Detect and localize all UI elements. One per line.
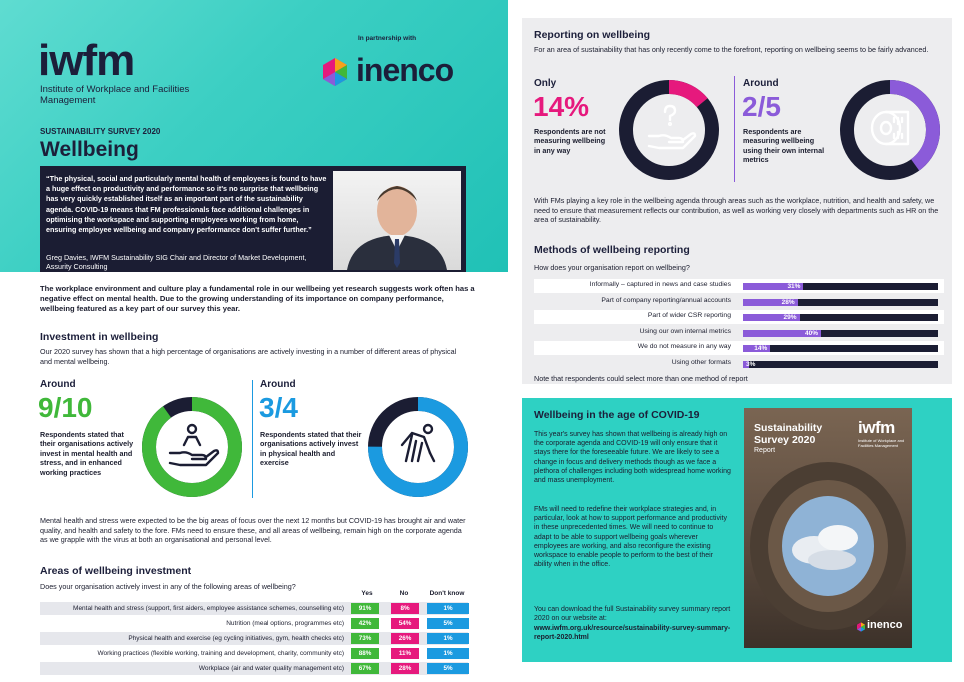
- row-label: Workplace (air and water quality management etc): [198, 665, 344, 672]
- investment-text: Our 2020 survey has shown that a high percentage of organisations are actively investing in a number of different areas of physical and mental wellbeing.: [40, 347, 457, 366]
- row-label: Nutrition (meal options, programmes etc): [226, 620, 344, 627]
- areas-heading: Areas of wellbeing investment: [40, 565, 192, 577]
- rstat2-prefix: Around: [743, 78, 779, 89]
- investment-text2: Mental health and stress were expected to be the big areas of focus over the next 12 months but COVID-19 has brought air and water quality, and health and safety to the fore. FMs need to ensure these, and all areas of wellbeing, remain high on the corporate agenda as we grapple with the virus at both an organisational and personal level.: [40, 516, 466, 545]
- exercise-person-icon: [402, 425, 434, 461]
- row-label: Mental health and stress (support, first aiders, employee assistance schemes, counselling etc): [73, 605, 344, 612]
- bar-value-label: 3%: [746, 360, 756, 368]
- portrait-photo: [333, 171, 461, 270]
- cell-dk: 1%: [427, 603, 469, 614]
- table-row: [40, 662, 468, 675]
- hand-question-icon: [649, 106, 695, 148]
- table-row: [40, 632, 468, 645]
- rstat2-value: 2/5: [742, 91, 781, 122]
- areas-question: Does your organisation actively invest in any of the following areas of wellbeing?: [40, 582, 296, 591]
- report-cover: [744, 408, 912, 648]
- stat2-value: 3/4: [259, 392, 298, 423]
- bar-track: [743, 361, 938, 368]
- rstat2-donut: [838, 78, 942, 182]
- cell-dk: 1%: [427, 633, 469, 644]
- cell-no: 8%: [391, 603, 419, 614]
- methods-question: How does your organisation report on wellbeing?: [534, 263, 690, 272]
- cell-no: 28%: [391, 663, 419, 674]
- covid-p2: FMs will need to redefine their workplace strategies and, in particular, look at how to support performance and productivity in these unprecedented times. We will need to continue to adapt to be able to support wellbeing goals wherever employees are working, and also reconfigure the existing workspace to enable people to perform to the best of their ability when in the office.: [534, 506, 727, 569]
- bar-value-label: 14%: [754, 345, 768, 352]
- bar-value-label: 29%: [783, 314, 797, 321]
- partner-label: In partnership with: [358, 35, 417, 42]
- bar-label: Part of wider CSR reporting: [647, 312, 731, 319]
- cell-dk: 5%: [427, 663, 469, 674]
- stat1-desc: Respondents stated that their organisations actively invest in mental health and stress, and in enhanced working practices: [40, 430, 134, 477]
- bar-label: We do not measure in any way: [637, 343, 731, 350]
- methods-heading: Methods of wellbeing reporting: [534, 244, 690, 256]
- col-yes: Yes: [361, 590, 373, 597]
- cell-yes: 67%: [351, 663, 379, 674]
- bar-value-label: 28%: [781, 298, 795, 306]
- table-row: [40, 647, 468, 660]
- row-label: Physical health and exercise (eg cycling initiatives, gym, health checks etc): [128, 635, 344, 642]
- inenco-logo: inenco: [356, 52, 454, 88]
- col-dont-know: Don't know: [429, 590, 465, 597]
- bar-label: Using other formats: [671, 358, 731, 366]
- reporting-heading: Reporting on wellbeing: [534, 29, 651, 41]
- report-link[interactable]: www.iwfm.org.uk/resource/sustainability-survey-summary-report-2020.html: [534, 625, 731, 642]
- cover-inenco-logo: inenco: [867, 619, 903, 631]
- table-row: [40, 617, 468, 630]
- cell-yes: 42%: [351, 618, 379, 629]
- quote-text: “The physical, social and particularly mental health of employees is found to have a huge effect on productivity and performance so it's no surprise that wellbeing has very quickly established itself as an important part of the sustainability agenda. COVID-19 means that FM professionals face additional challenges in optimising the workspace and supporting employees working from home, ensuring employee wellbeing and company performance don't suffer further.”: [46, 174, 327, 235]
- cover-subtitle: Report: [754, 447, 776, 454]
- cover-iwfm-logo: iwfm: [858, 418, 895, 437]
- cover-title: Sustainability Survey 2020: [754, 422, 823, 446]
- col-no: No: [399, 590, 409, 597]
- reporting-text2: With FMs playing a key role in the wellbeing agenda through areas such as the workplace, nutrition, and health and safety, we need to ensure that measurement reflects our contribution, as well as working very closely with departments such as HR on the area of sustainability.: [534, 196, 939, 225]
- intro-text: The workplace environment and culture play a fundamental role in our wellbeing yet research suggests work often has a negative effect on mental health. Due to the growing understanding of its importance on company performance, wellbeing featured as a key part of our survey this year.: [40, 284, 475, 313]
- bar-value-label: 40%: [805, 329, 819, 337]
- bar-label: Using our own internal metrics: [639, 327, 731, 335]
- bar-track: [743, 345, 938, 352]
- quote-attribution: Greg Davies, IWFM Sustainability SIG Chair and Director of Market Development, Assurity Consulting: [46, 253, 307, 271]
- rstat1-value: 14%: [533, 91, 590, 122]
- rstat1-prefix: Only: [534, 78, 557, 89]
- stat2-desc: Respondents stated that their organisations actively invest in physical health and exercise: [260, 430, 362, 468]
- page-title: Wellbeing: [40, 138, 139, 161]
- hand-with-person-icon: [170, 425, 218, 465]
- cell-no: 26%: [391, 633, 419, 644]
- rstat-divider: [734, 76, 735, 182]
- bar-value-label: 31%: [787, 283, 801, 290]
- stat1-value: 9/10: [38, 392, 93, 423]
- cell-dk: 5%: [427, 618, 469, 629]
- investment-heading: Investment in wellbeing: [40, 331, 159, 343]
- stat2-prefix: Around: [260, 379, 296, 390]
- cell-yes: 73%: [351, 633, 379, 644]
- covid-p1: This year's survey has shown that wellbeing is already high on the corporate agenda and COVID-19 will only ensure that it stays there for the foreseeable future. We are likely to see a change in focus and delivery methods though as we face a plethora of challenges including both widespread home working and mass unemployment.: [534, 431, 731, 485]
- cell-dk: 1%: [427, 648, 469, 659]
- rstat1-donut: [617, 78, 721, 182]
- row-label: Working practices (flexible working, training and development, charity, community etc): [97, 650, 344, 657]
- covid-p3: You can download the full Sustainability survey summary report 2020 on our website at:: [534, 606, 731, 623]
- table-row: [40, 602, 468, 615]
- iwfm-logo: iwfm: [38, 36, 135, 85]
- bar-label: Informally – captured in news and case studies: [589, 281, 731, 288]
- inenco-logo-icon: [320, 57, 350, 87]
- rstat1-desc: Respondents are not measuring wellbeing in any way: [534, 127, 606, 155]
- rstat2-desc: Respondents are measuring wellbeing using their own internal metrics: [743, 127, 825, 165]
- bar-label: Part of company reporting/annual accounts: [601, 296, 731, 304]
- cell-yes: 88%: [351, 648, 379, 659]
- covid-heading: Wellbeing in the age of COVID-19: [534, 409, 700, 421]
- tape-measure-icon: [872, 112, 908, 144]
- reporting-text: For an area of sustainability that has only recently come to the forefront, reporting on wellbeing seems to be fairly advanced.: [534, 45, 929, 54]
- stat-divider: [252, 380, 253, 498]
- survey-label: SUSTAINABILITY SURVEY 2020: [40, 127, 161, 136]
- cover-inenco-icon: [856, 622, 866, 632]
- methods-note: Note that respondents could select more than one method of report: [534, 374, 748, 383]
- cell-no: 54%: [391, 618, 419, 629]
- cell-yes: 91%: [351, 603, 379, 614]
- stat1-donut: [140, 395, 244, 499]
- iwfm-logo-subtitle: Institute of Workplace and Facilities Management: [40, 84, 190, 106]
- cover-iwfm-subtitle: Institute of Workplace and Facilities Management: [858, 438, 905, 448]
- stat1-prefix: Around: [40, 379, 76, 390]
- cell-no: 11%: [391, 648, 419, 659]
- stat2-donut: [366, 395, 470, 499]
